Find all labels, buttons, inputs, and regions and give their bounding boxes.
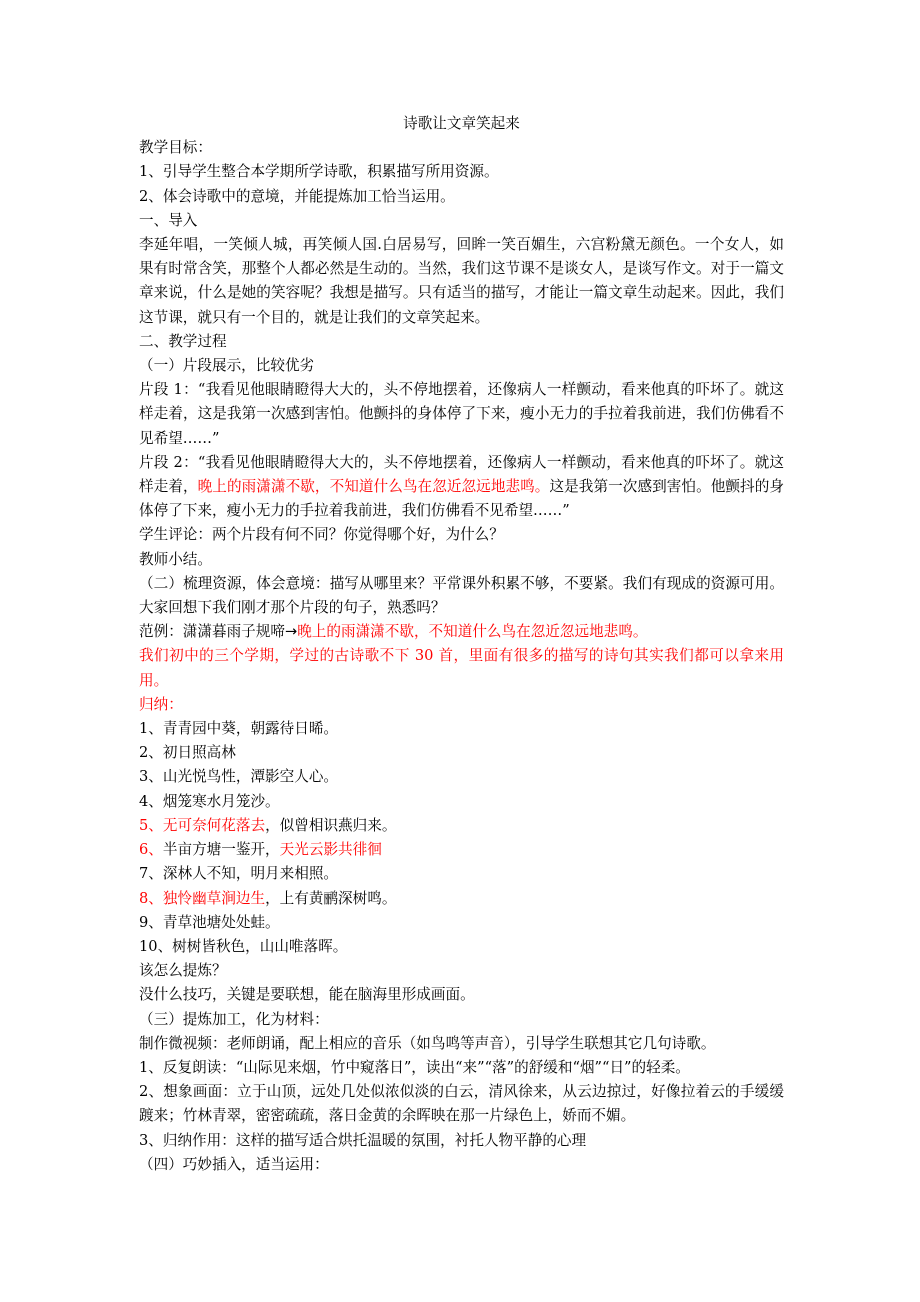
poem-line-8-rest: ，上有黄鹂深树鸣。 (265, 889, 397, 907)
poem-line-8-highlight: 独怜幽草涧边生 (162, 889, 266, 907)
fragment-1: 片段 1：“我看见他眼睛瞪得大大的，头不停地摆着，还像病人一样颤动，看来他真的吓坏了。就这样走着，这是我第一次感到害怕。他颤抖的身体停了下来，瘦小无力的手拉着我前进，我们仿佛看不见希望……” (139, 381, 784, 447)
summary-label: 归纳： (139, 695, 183, 713)
step-2: 2、想象画面：立于山顶，远处几处似浓似淡的白云，清风徐来，从云边掠过，好像拉着云的手缓缓踱来；竹林青翠，密密疏疏，落日金黄的余晖映在那一片绿色上，娇而不媚。 (139, 1083, 784, 1125)
fragment-2-highlight: 晚上的雨潇潇不歇，不知道什么鸟在忽近忽远地悲鸣。 (197, 478, 550, 496)
example-highlight: 晚上的雨潇潇不歇，不知道什么鸟在忽近忽远地悲鸣。 (297, 623, 648, 641)
step-1: 1、反复朗读：“山际见来烟，竹中窥落日”，读出“来”“落”的舒缓和“烟”“日”的轻柔。 (139, 1058, 690, 1076)
poem-line-9: 9、青草池塘处处蛙。 (139, 913, 280, 931)
intro-heading: 一、导入 (139, 211, 198, 229)
poem-line-5-highlight: 无可奈何花落去 (162, 816, 266, 834)
how-to-refine: 该怎么提炼？ (139, 962, 227, 980)
poem-line-3: 3、山光悦鸟性，潭影空人心。 (139, 768, 339, 786)
poem-line-5 (139, 814, 784, 838)
example-line (139, 620, 784, 644)
poem-line-1: 1、青青园中葵，朝露待日晞。 (139, 720, 339, 738)
intro-paragraph: 李延年唱，一笑倾人城，再笑倾人国.白居易写，回眸一笑百媚生，六宫粉黛无颜色。一个女人，如果有时常含笑，那整个人都必然是生动的。当然，我们这节课不是谈女人，是谈写作文。对于一篇文章来说，什么是她的笑容呢？我想是描写。只有适当的描写，才能让一篇文章生动起来。因此，我们这节课，就只有一个目的，就是让我们的文章笑起来。 (139, 236, 784, 326)
fragment-2-part-b: 这是我第一次感到害怕。他颤抖的身体停了下来，瘦小无力的手拉着我前进，我们仿佛看不见希望……” (139, 478, 784, 520)
poem-line-10: 10、树树皆秋色，山山唯落晖。 (139, 937, 348, 955)
poem-line-8 (139, 887, 784, 911)
poem-line-6 (139, 838, 784, 862)
poem-line-4: 4、烟笼寒水月笼沙。 (139, 792, 280, 810)
goals-heading: 教学目标： (139, 139, 212, 157)
poem-line-6-number: 6、 (139, 841, 163, 859)
poem-line-6-highlight: 天光云影共徘徊 (279, 841, 382, 859)
process-heading: 二、教学过程 (139, 332, 227, 350)
document-page (139, 112, 784, 1177)
poem-line-6-part-a: 半亩方塘一鉴开， (162, 841, 280, 859)
goal-2: 2、体会诗歌中的意境，并能提炼加工恰当运用。 (139, 187, 455, 205)
section-1-heading: （一）片段展示，比较优劣 (139, 357, 315, 375)
poem-line-2: 2、初日照高林 (139, 744, 236, 762)
step-3: 3、归纳作用：这样的描写适合烘托温暖的氛围，衬托人物平静的心理 (139, 1131, 587, 1149)
poem-line-5-number: 5、 (139, 816, 163, 834)
teacher-summary: 教师小结。 (139, 550, 212, 568)
section-4-heading: （四）巧妙插入，适当运用： (139, 1155, 329, 1173)
red-paragraph: 我们初中的三个学期，学过的古诗歌不下 30 首，里面有很多的描写的诗句其实我们都可以拿来用用。 (139, 647, 784, 689)
student-comment: 学生评论：两个片段有何不同？你觉得哪个好，为什么？ (139, 526, 504, 544)
no-tricks: 没什么技巧，关键是要联想，能在脑海里形成画面。 (139, 986, 475, 1004)
goal-1: 1、引导学生整合本学期所学诗歌，积累描写所用资源。 (139, 163, 499, 181)
arrow-icon: → (284, 623, 298, 641)
micro-video: 制作微视频：老师朗诵，配上相应的音乐（如鸟鸣等声音），引导学生联想其它几句诗歌。 (139, 1034, 716, 1052)
poem-line-5-rest: ，似曾相识燕归来。 (265, 816, 397, 834)
fragment-2 (139, 451, 784, 524)
section-2-paragraph: （二）梳理资源，体会意境：描写从哪里来？平常课外积累不够，不要紧。我们有现成的资源可用。大家回想下我们刚才那个片段的句子，熟悉吗？ (139, 574, 784, 617)
example-text: 范例：潇潇暮雨子规啼 (139, 623, 285, 641)
fragment-2-part-a: 片段 2：“我看见他眼睛瞪得大大的，头不停地摆着，还像病人一样颤动，看来他真的吓坏了。就这样走着， (139, 453, 784, 496)
poem-line-7: 7、深林人不知，明月来相照。 (139, 865, 339, 883)
section-3-heading: （三）提炼加工，化为材料： (139, 1010, 329, 1028)
page-title: 诗歌让文章笑起来 (403, 115, 520, 132)
poem-line-8-number: 8、 (139, 889, 163, 907)
